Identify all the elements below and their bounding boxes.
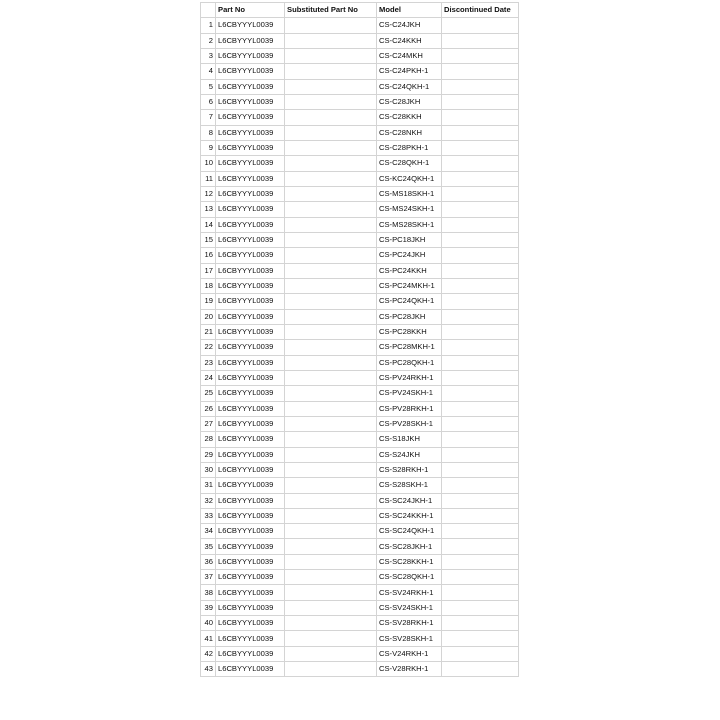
table-row (201, 416, 519, 431)
discontinued-date-cell[interactable] (442, 447, 519, 462)
model-cell[interactable]: CS-C24JKH (377, 18, 442, 33)
table-row (201, 370, 519, 385)
substituted-part-no-cell[interactable] (285, 33, 377, 48)
part-no-cell[interactable]: L6CBYYYL0039 (216, 294, 285, 309)
discontinued-date-cell[interactable] (442, 202, 519, 217)
discontinued-date-cell[interactable] (442, 232, 519, 247)
part-no-cell[interactable]: L6CBYYYL0039 (216, 309, 285, 324)
substituted-part-no-cell[interactable] (285, 600, 377, 615)
discontinued-date-cell[interactable] (442, 462, 519, 477)
row-number-cell[interactable]: 26 (201, 401, 216, 416)
part-no-cell[interactable]: L6CBYYYL0039 (216, 64, 285, 79)
row-number-cell[interactable]: 22 (201, 340, 216, 355)
discontinued-date-cell[interactable] (442, 294, 519, 309)
part-no-cell[interactable]: L6CBYYYL0039 (216, 401, 285, 416)
part-no-cell[interactable]: L6CBYYYL0039 (216, 217, 285, 232)
row-number-cell[interactable]: 16 (201, 248, 216, 263)
row-number-cell[interactable]: 2 (201, 33, 216, 48)
substituted-part-no-cell[interactable] (285, 585, 377, 600)
model-cell[interactable]: CS-PC24KKH (377, 263, 442, 278)
table-row (201, 64, 519, 79)
table-row (201, 324, 519, 339)
row-number-cell[interactable]: 24 (201, 370, 216, 385)
discontinued-date-cell[interactable] (442, 662, 519, 677)
table-row (201, 631, 519, 646)
table-row (201, 309, 519, 324)
row-number-cell[interactable]: 32 (201, 493, 216, 508)
part-no-cell[interactable]: L6CBYYYL0039 (216, 110, 285, 125)
part-no-cell[interactable]: L6CBYYYL0039 (216, 616, 285, 631)
model-cell[interactable]: CS-SV28RKH-1 (377, 616, 442, 631)
row-number-cell[interactable]: 40 (201, 616, 216, 631)
discontinued-date-cell[interactable] (442, 33, 519, 48)
substituted-part-no-cell[interactable] (285, 94, 377, 109)
part-no-cell[interactable]: L6CBYYYL0039 (216, 18, 285, 33)
part-no-cell[interactable]: L6CBYYYL0039 (216, 248, 285, 263)
table-row (201, 585, 519, 600)
row-number-cell[interactable]: 17 (201, 263, 216, 278)
substituted-part-no-cell[interactable] (285, 125, 377, 140)
row-number-cell[interactable]: 31 (201, 478, 216, 493)
spreadsheet-table (200, 2, 519, 677)
row-number-cell[interactable]: 3 (201, 48, 216, 63)
substituted-part-no-cell[interactable] (285, 432, 377, 447)
part-no-cell[interactable]: L6CBYYYL0039 (216, 370, 285, 385)
row-number-cell[interactable]: 1 (201, 18, 216, 33)
table-row (201, 48, 519, 63)
row-number-cell[interactable]: 41 (201, 631, 216, 646)
table-row (201, 340, 519, 355)
discontinued-date-cell[interactable] (442, 416, 519, 431)
header-row (201, 3, 519, 18)
substituted-part-no-cell[interactable] (285, 140, 377, 155)
table-row (201, 232, 519, 247)
discontinued-date-cell[interactable] (442, 401, 519, 416)
table-row (201, 125, 519, 140)
discontinued-date-cell[interactable] (442, 355, 519, 370)
substituted-part-no-cell[interactable] (285, 493, 377, 508)
discontinued-date-cell[interactable] (442, 646, 519, 661)
discontinued-date-cell[interactable] (442, 508, 519, 523)
part-no-cell[interactable]: L6CBYYYL0039 (216, 278, 285, 293)
discontinued-date-cell[interactable] (442, 278, 519, 293)
row-number-header[interactable] (201, 3, 216, 18)
part-no-cell[interactable]: L6CBYYYL0039 (216, 462, 285, 477)
substituted-part-no-cell[interactable] (285, 462, 377, 477)
table-row (201, 539, 519, 554)
part-no-cell[interactable]: L6CBYYYL0039 (216, 324, 285, 339)
table-row (201, 646, 519, 661)
table-row (201, 493, 519, 508)
discontinued-date-cell[interactable] (442, 585, 519, 600)
row-number-cell[interactable]: 12 (201, 186, 216, 201)
model-cell[interactable]: CS-SC28JKH-1 (377, 539, 442, 554)
substituted-part-no-cell[interactable] (285, 171, 377, 186)
substituted-part-no-cell[interactable] (285, 110, 377, 125)
part-no-cell[interactable]: L6CBYYYL0039 (216, 554, 285, 569)
table-row (201, 462, 519, 477)
row-number-cell[interactable]: 13 (201, 202, 216, 217)
row-number-cell[interactable]: 19 (201, 294, 216, 309)
discontinued-date-cell[interactable] (442, 340, 519, 355)
substituted-part-no-cell[interactable] (285, 370, 377, 385)
discontinued-date-cell[interactable] (442, 616, 519, 631)
table-row (201, 94, 519, 109)
model-cell[interactable]: CS-V28RKH-1 (377, 662, 442, 677)
table-row (201, 616, 519, 631)
substituted-part-no-cell[interactable] (285, 524, 377, 539)
discontinued-date-cell[interactable] (442, 94, 519, 109)
row-number-cell[interactable]: 27 (201, 416, 216, 431)
row-number-cell[interactable]: 14 (201, 217, 216, 232)
part-no-cell[interactable]: L6CBYYYL0039 (216, 156, 285, 171)
part-no-cell[interactable]: L6CBYYYL0039 (216, 202, 285, 217)
substituted-part-no-cell[interactable] (285, 202, 377, 217)
row-number-cell[interactable]: 34 (201, 524, 216, 539)
discontinued-date-cell[interactable] (442, 263, 519, 278)
model-cell[interactable]: CS-S28SKH-1 (377, 478, 442, 493)
row-number-cell[interactable]: 5 (201, 79, 216, 94)
row-number-cell[interactable]: 20 (201, 309, 216, 324)
table-row (201, 18, 519, 33)
part-no-cell[interactable]: L6CBYYYL0039 (216, 171, 285, 186)
row-number-cell[interactable]: 35 (201, 539, 216, 554)
substituted-part-no-cell[interactable] (285, 324, 377, 339)
model-header[interactable]: Model (377, 3, 442, 18)
model-cell[interactable]: CS-C28QKH-1 (377, 156, 442, 171)
model-cell[interactable]: CS-V24RKH-1 (377, 646, 442, 661)
model-cell[interactable]: CS-S24JKH (377, 447, 442, 462)
part-no-cell[interactable]: L6CBYYYL0039 (216, 585, 285, 600)
model-cell[interactable]: CS-PC24QKH-1 (377, 294, 442, 309)
row-number-cell[interactable]: 28 (201, 432, 216, 447)
row-number-cell[interactable]: 36 (201, 554, 216, 569)
part-no-cell[interactable]: L6CBYYYL0039 (216, 263, 285, 278)
discontinued-date-cell[interactable] (442, 370, 519, 385)
discontinued-date-cell[interactable] (442, 125, 519, 140)
model-cell[interactable]: CS-S18JKH (377, 432, 442, 447)
model-cell[interactable]: CS-PC18JKH (377, 232, 442, 247)
part-no-cell[interactable]: L6CBYYYL0039 (216, 646, 285, 661)
table-row (201, 570, 519, 585)
discontinued-date-cell[interactable] (442, 186, 519, 201)
substituted-part-no-cell[interactable] (285, 294, 377, 309)
substituted-part-no-cell[interactable] (285, 263, 377, 278)
model-cell[interactable]: CS-PV28SKH-1 (377, 416, 442, 431)
substituted-part-no-cell[interactable] (285, 631, 377, 646)
model-cell[interactable]: CS-PV24SKH-1 (377, 386, 442, 401)
discontinued-date-cell[interactable] (442, 248, 519, 263)
model-cell[interactable]: CS-C24KKH (377, 33, 442, 48)
table-row (201, 386, 519, 401)
part-no-cell[interactable]: L6CBYYYL0039 (216, 493, 285, 508)
substituted-part-no-cell[interactable] (285, 217, 377, 232)
substituted-part-no-cell[interactable] (285, 646, 377, 661)
part-no-header[interactable]: Part No (216, 3, 285, 18)
substituted-part-no-cell[interactable] (285, 355, 377, 370)
part-no-cell[interactable]: L6CBYYYL0039 (216, 600, 285, 615)
discontinued-date-cell[interactable] (442, 140, 519, 155)
substituted-part-no-cell[interactable] (285, 478, 377, 493)
row-number-cell[interactable]: 43 (201, 662, 216, 677)
table-row (201, 294, 519, 309)
discontinued-date-cell[interactable] (442, 324, 519, 339)
part-no-cell[interactable]: L6CBYYYL0039 (216, 539, 285, 554)
model-cell[interactable]: CS-C28NKH (377, 125, 442, 140)
discontinued-date-cell[interactable] (442, 631, 519, 646)
substituted-part-no-cell[interactable] (285, 18, 377, 33)
row-number-cell[interactable]: 23 (201, 355, 216, 370)
model-cell[interactable]: CS-SC28QKH-1 (377, 570, 442, 585)
model-cell[interactable]: CS-PC28KKH (377, 324, 442, 339)
discontinued-date-cell[interactable] (442, 554, 519, 569)
row-number-cell[interactable]: 10 (201, 156, 216, 171)
substituted-part-no-cell[interactable] (285, 570, 377, 585)
table-row (201, 401, 519, 416)
discontinued-date-cell[interactable] (442, 48, 519, 63)
table-row (201, 278, 519, 293)
discontinued-date-cell[interactable] (442, 600, 519, 615)
part-no-cell[interactable]: L6CBYYYL0039 (216, 48, 285, 63)
model-cell[interactable]: CS-SV28SKH-1 (377, 631, 442, 646)
discontinued-date-cell[interactable] (442, 64, 519, 79)
model-cell[interactable]: CS-C28PKH-1 (377, 140, 442, 155)
model-cell[interactable]: CS-C28KKH (377, 110, 442, 125)
discontinued-date-cell[interactable] (442, 110, 519, 125)
row-number-cell[interactable]: 38 (201, 585, 216, 600)
substituted-part-no-cell[interactable] (285, 156, 377, 171)
part-no-cell[interactable]: L6CBYYYL0039 (216, 94, 285, 109)
discontinued-date-cell[interactable] (442, 570, 519, 585)
model-cell[interactable]: CS-SC28KKH-1 (377, 554, 442, 569)
model-cell[interactable]: CS-PC28QKH-1 (377, 355, 442, 370)
substituted-part-no-cell[interactable] (285, 278, 377, 293)
row-number-cell[interactable]: 7 (201, 110, 216, 125)
model-cell[interactable]: CS-KC24QKH-1 (377, 171, 442, 186)
row-number-cell[interactable]: 39 (201, 600, 216, 615)
row-number-cell[interactable]: 15 (201, 232, 216, 247)
discontinued-date-cell[interactable] (442, 539, 519, 554)
part-no-cell[interactable]: L6CBYYYL0039 (216, 416, 285, 431)
model-cell[interactable]: CS-MS18SKH-1 (377, 186, 442, 201)
substituted-part-no-cell[interactable] (285, 508, 377, 523)
discontinued-date-cell[interactable] (442, 171, 519, 186)
model-cell[interactable]: CS-PV24RKH-1 (377, 370, 442, 385)
row-number-cell[interactable]: 29 (201, 447, 216, 462)
part-no-cell[interactable]: L6CBYYYL0039 (216, 140, 285, 155)
substituted-part-no-cell[interactable] (285, 186, 377, 201)
part-no-cell[interactable]: L6CBYYYL0039 (216, 355, 285, 370)
model-cell[interactable]: CS-C28JKH (377, 94, 442, 109)
model-cell[interactable]: CS-S28RKH-1 (377, 462, 442, 477)
row-number-cell[interactable]: 25 (201, 386, 216, 401)
part-no-cell[interactable]: L6CBYYYL0039 (216, 478, 285, 493)
substituted-part-no-cell[interactable] (285, 447, 377, 462)
part-no-cell[interactable]: L6CBYYYL0039 (216, 508, 285, 523)
part-no-cell[interactable]: L6CBYYYL0039 (216, 186, 285, 201)
row-number-cell[interactable]: 8 (201, 125, 216, 140)
substituted-part-no-cell[interactable] (285, 309, 377, 324)
row-number-cell[interactable]: 18 (201, 278, 216, 293)
model-cell[interactable]: CS-PV28RKH-1 (377, 401, 442, 416)
row-number-cell[interactable]: 33 (201, 508, 216, 523)
table-row (201, 217, 519, 232)
discontinued-date-cell[interactable] (442, 386, 519, 401)
discontinued-date-cell[interactable] (442, 156, 519, 171)
table-row (201, 79, 519, 94)
part-no-cell[interactable]: L6CBYYYL0039 (216, 524, 285, 539)
part-no-cell[interactable]: L6CBYYYL0039 (216, 447, 285, 462)
substituted-part-no-cell[interactable] (285, 416, 377, 431)
table-row (201, 110, 519, 125)
substituted-part-no-cell[interactable] (285, 401, 377, 416)
model-cell[interactable]: CS-C24PKH-1 (377, 64, 442, 79)
substituted-part-no-cell[interactable] (285, 248, 377, 263)
table-row (201, 600, 519, 615)
substituted-part-no-cell[interactable] (285, 662, 377, 677)
part-no-cell[interactable]: L6CBYYYL0039 (216, 79, 285, 94)
model-cell[interactable]: CS-C24MKH (377, 48, 442, 63)
row-number-cell[interactable]: 42 (201, 646, 216, 661)
model-cell[interactable]: CS-SV24SKH-1 (377, 600, 442, 615)
part-no-cell[interactable]: L6CBYYYL0039 (216, 662, 285, 677)
row-number-cell[interactable]: 4 (201, 64, 216, 79)
substituted-part-no-cell[interactable] (285, 232, 377, 247)
model-cell[interactable]: CS-PC24JKH (377, 248, 442, 263)
discontinued-date-cell[interactable] (442, 524, 519, 539)
discontinued-date-cell[interactable] (442, 432, 519, 447)
table-row (201, 248, 519, 263)
discontinued-date-header[interactable]: Discontinued Date (442, 3, 519, 18)
model-cell[interactable]: CS-PC28JKH (377, 309, 442, 324)
discontinued-date-cell[interactable] (442, 309, 519, 324)
substituted-part-no-cell[interactable] (285, 554, 377, 569)
row-number-cell[interactable]: 9 (201, 140, 216, 155)
table-row (201, 140, 519, 155)
row-number-cell[interactable]: 11 (201, 171, 216, 186)
model-cell[interactable]: CS-SV24RKH-1 (377, 585, 442, 600)
discontinued-date-cell[interactable] (442, 79, 519, 94)
table-row (201, 156, 519, 171)
table-row (201, 355, 519, 370)
part-no-cell[interactable]: L6CBYYYL0039 (216, 125, 285, 140)
part-no-cell[interactable]: L6CBYYYL0039 (216, 432, 285, 447)
part-no-cell[interactable]: L6CBYYYL0039 (216, 631, 285, 646)
model-cell[interactable]: CS-MS28SKH-1 (377, 217, 442, 232)
substituted-part-no-cell[interactable] (285, 616, 377, 631)
row-number-cell[interactable]: 30 (201, 462, 216, 477)
discontinued-date-cell[interactable] (442, 478, 519, 493)
part-no-cell[interactable]: L6CBYYYL0039 (216, 340, 285, 355)
table-row (201, 171, 519, 186)
model-cell[interactable]: CS-SC24KKH-1 (377, 508, 442, 523)
table-row (201, 186, 519, 201)
table-row (201, 554, 519, 569)
part-no-cell[interactable]: L6CBYYYL0039 (216, 33, 285, 48)
model-cell[interactable]: CS-C24QKH-1 (377, 79, 442, 94)
row-number-cell[interactable]: 21 (201, 324, 216, 339)
model-cell[interactable]: CS-MS24SKH-1 (377, 202, 442, 217)
table-row (201, 524, 519, 539)
row-number-cell[interactable]: 6 (201, 94, 216, 109)
discontinued-date-cell[interactable] (442, 493, 519, 508)
substituted-part-no-header[interactable]: Substituted Part No (285, 3, 377, 18)
discontinued-date-cell[interactable] (442, 18, 519, 33)
table-row (201, 447, 519, 462)
table-row (201, 662, 519, 677)
table-row (201, 202, 519, 217)
model-cell[interactable]: CS-SC24QKH-1 (377, 524, 442, 539)
model-cell[interactable]: CS-SC24JKH-1 (377, 493, 442, 508)
part-no-cell[interactable]: L6CBYYYL0039 (216, 386, 285, 401)
table-row (201, 33, 519, 48)
substituted-part-no-cell[interactable] (285, 386, 377, 401)
table-row (201, 508, 519, 523)
table-row (201, 432, 519, 447)
part-no-cell[interactable]: L6CBYYYL0039 (216, 232, 285, 247)
substituted-part-no-cell[interactable] (285, 48, 377, 63)
model-cell[interactable]: CS-PC28MKH-1 (377, 340, 442, 355)
table-row (201, 263, 519, 278)
discontinued-date-cell[interactable] (442, 217, 519, 232)
substituted-part-no-cell[interactable] (285, 79, 377, 94)
model-cell[interactable]: CS-PC24MKH-1 (377, 278, 442, 293)
part-no-cell[interactable]: L6CBYYYL0039 (216, 570, 285, 585)
substituted-part-no-cell[interactable] (285, 64, 377, 79)
table-row (201, 478, 519, 493)
substituted-part-no-cell[interactable] (285, 539, 377, 554)
row-number-cell[interactable]: 37 (201, 570, 216, 585)
substituted-part-no-cell[interactable] (285, 340, 377, 355)
